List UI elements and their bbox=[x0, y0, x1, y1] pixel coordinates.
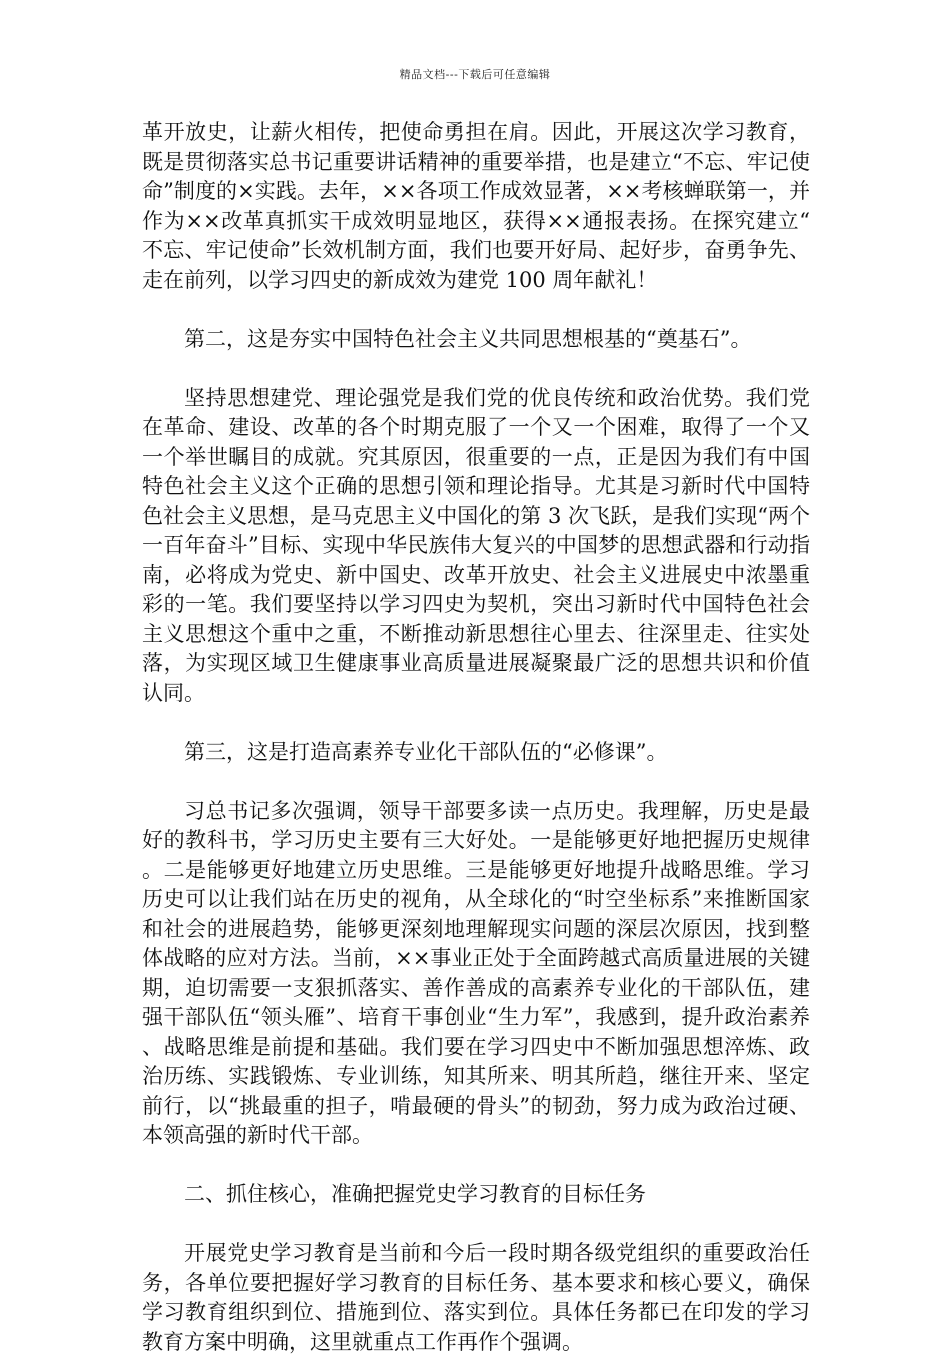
page-header: 精品文档---下载后可任意编辑 bbox=[399, 68, 551, 81]
section-heading-third: 第三，这是打造高素养专业化干部队伍的“必修课”。 bbox=[184, 739, 668, 764]
section-heading-second: 第二，这是夯实中国特色社会主义共同思想根基的“奠基石”。 bbox=[184, 326, 752, 351]
paragraph-tasks: 开展党史学习教育是当前和今后一段时期各级党组织的重要政治任务，各单位要把握好学习教育的目标任务、基本要求和核心要义，确保学习教育组织到位、措施到位、落实到位。具体任务都已在印发的学习教育方案中明确，这里就重点工作再作个强调。 bbox=[142, 1241, 810, 1354]
paragraph-cadres: 习总书记多次强调，领导干部要多读一点历史。我理解，历史是最好的教科书，学习历史主要有三大好处。一是能够更好地把握历史规律。二是能够更好地建立历史思维。三是能够更好地提升战略思维。学习历史可以让我们站在历史的视角，从全球化的“时空坐标系”来推断国家和社会的进展趋势，能够更深刻地理解现实问题的深层次原因，找到整体战略的应对方法。当前，××事业正处于全面跨越式高质量进展的关键期，迫切需要一支狠抓落实、善作善成的高素养专业化的干部队伍，建强干部队伍“领头雁”、培育干事创业“生力军”，我感到，提升政治素养、战略思维是前提和基础。我们要在学习四史中不断加强思想淬炼、政治历练、实践锻炼、专业训练，知其所来、明其所趋，继往开来、坚定前行，以“挑最重的担子，啃最硬的骨头”的韧劲，努力成为政治过硬、本领高强的新时代干部。 bbox=[142, 798, 810, 1147]
document-body bbox=[142, 118, 810, 1357]
paragraph-ideology: 坚持思想建党、理论强党是我们党的优良传统和政治优势。我们党在革命、建设、改革的各个时期克服了一个又一个困难，取得了一个又一个举世瞩目的成就。究其原因，很重要的一点，正是因为我们有中国特色社会主义这个正确的思想引领和理论指导。尤其是习新时代中国特色社会主义思想，是马克思主义中国化的第 3 次飞跃，是我们实现“两个一百年奋斗”目标、实现中华民族伟大复兴的中国梦的思想武器和行动指南，必将成为党史、新中国史、改革开放史、社会主义进展史中浓墨重彩的一笔。我们要坚持以学习四史为契机，突出习新时代中国特色社会主义思想这个重中之重，不断推动新思想往心里去、往深里走、往实处落，为实现区域卫生健康事业高质量进展凝聚最广泛的思想共识和价值认同。 bbox=[142, 385, 810, 705]
paragraph-continuation: 革开放史，让薪火相传，把使命勇担在肩。因此，开展这次学习教育，既是贯彻落实总书记重要讲话精神的重要举措，也是建立“不忘、牢记使命”制度的×实践。去年，××各项工作成效显著，××考核蝉联第一，并作为××改革真抓实干成效明显地区，获得××通报表扬。在探究建立“不忘、牢记使命”长效机制方面，我们也要开好局、起好步，奋勇争先、走在前列，以学习四史的新成效为建党 100 周年献礼！ bbox=[142, 120, 810, 292]
section-heading-part-two: 二、抓住核心，准确把握党史学习教育的目标任务 bbox=[184, 1182, 646, 1206]
